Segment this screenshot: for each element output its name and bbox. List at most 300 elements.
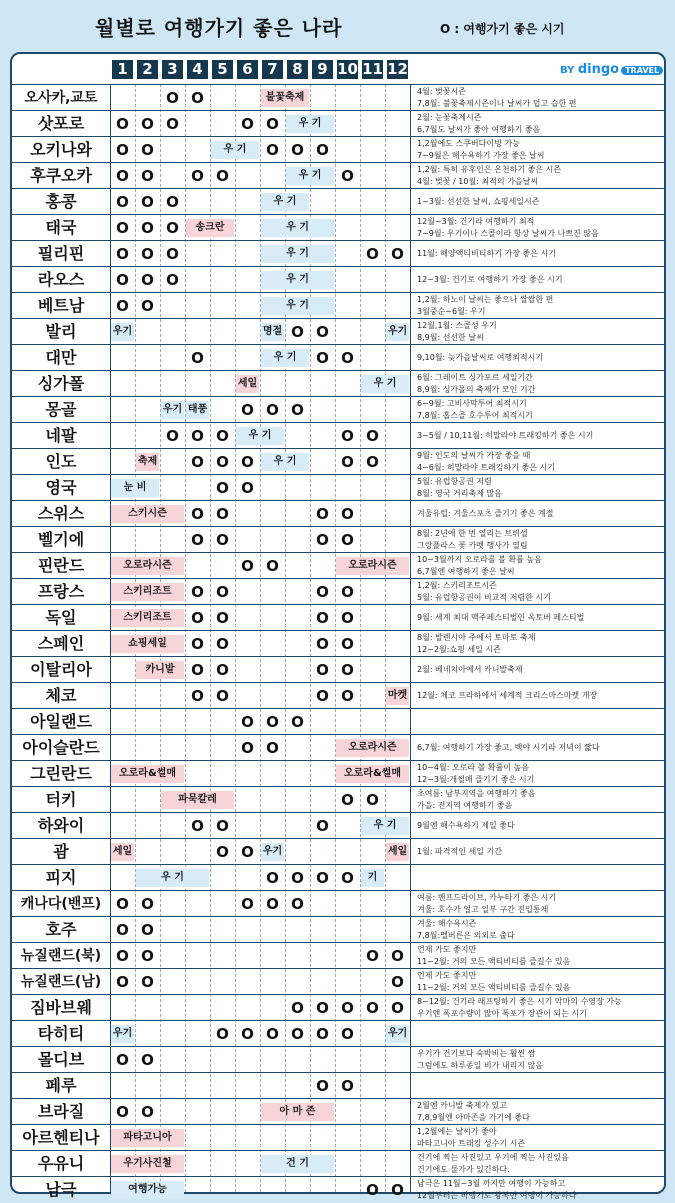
travel-note bbox=[417, 944, 662, 968]
good-time-mark: O bbox=[241, 1025, 254, 1043]
good-time-mark: O bbox=[366, 453, 379, 471]
table-row bbox=[12, 708, 664, 735]
season-label: 오로라&썰매 bbox=[111, 765, 184, 783]
table-row bbox=[12, 396, 664, 423]
good-time-mark: O bbox=[116, 297, 129, 315]
travel-note-line: 1,2월: 하노이 날씨는 좋으나 쌀쌀한 편 bbox=[417, 295, 554, 304]
good-time-mark: O bbox=[316, 531, 329, 549]
season-label: 아 마 존 bbox=[261, 1103, 334, 1121]
travel-note-line: 7,8,9월엔 아마존을 가기에 좋다 bbox=[417, 1113, 530, 1122]
good-time-mark: O bbox=[316, 687, 329, 705]
travel-note bbox=[417, 1074, 662, 1098]
travel-note-line: 6,7월엔 여행하기 좋은 날씨 bbox=[417, 567, 515, 576]
travel-note bbox=[417, 294, 662, 318]
country-name: 영국 bbox=[45, 478, 77, 497]
good-time-mark: O bbox=[316, 869, 329, 887]
travel-note-line: 3월중순~6월: 우기 bbox=[417, 307, 486, 316]
travel-note bbox=[417, 1126, 662, 1150]
good-time-mark: O bbox=[216, 1025, 229, 1043]
travel-note-line: 9월: 세계 최대 맥주페스티벌인 옥토버 페스티벌 bbox=[417, 613, 585, 622]
good-time-mark: O bbox=[116, 947, 129, 965]
good-time-mark: O bbox=[166, 193, 179, 211]
good-time-mark: O bbox=[166, 245, 179, 263]
travel-note bbox=[417, 970, 662, 994]
season-label: 쇼핑세일 bbox=[111, 635, 184, 653]
travel-note-line: 3~5월 / 10,11월: 히말라야 트래킹하기 좋은 시기 bbox=[417, 431, 594, 440]
good-time-mark: O bbox=[116, 1103, 129, 1121]
country-name: 뉴질랜드(북) bbox=[20, 948, 102, 964]
good-time-mark: O bbox=[216, 687, 229, 705]
travel-note-line: 2월: 베네치아에서 카니발축제 bbox=[417, 665, 523, 674]
country-name: 스페인 bbox=[37, 634, 85, 653]
season-label: 세일 bbox=[386, 843, 409, 861]
travel-note bbox=[417, 528, 662, 552]
travel-note-line: 8,9월: 싱가폴의 축제가 모인 기간 bbox=[417, 385, 536, 394]
season-label: 우기 bbox=[261, 843, 284, 861]
good-time-mark: O bbox=[316, 609, 329, 627]
good-time-mark: O bbox=[141, 115, 154, 133]
season-label: 우 기 bbox=[261, 271, 334, 289]
good-time-mark: O bbox=[191, 609, 204, 627]
good-time-mark: O bbox=[316, 661, 329, 679]
good-time-mark: O bbox=[316, 323, 329, 341]
travel-note bbox=[417, 112, 662, 136]
good-time-mark: O bbox=[341, 999, 354, 1017]
good-time-mark: O bbox=[216, 427, 229, 445]
season-label: 우기 bbox=[386, 323, 409, 341]
season-label: 우 기 bbox=[236, 427, 284, 445]
travel-note bbox=[417, 190, 662, 214]
country-name: 싱가폴 bbox=[37, 374, 85, 393]
table-row bbox=[12, 760, 664, 787]
country-name: 타히티 bbox=[37, 1024, 85, 1043]
travel-note bbox=[417, 216, 662, 240]
good-time-mark: O bbox=[166, 271, 179, 289]
good-time-mark: O bbox=[266, 869, 279, 887]
season-label: 건 기 bbox=[261, 1155, 334, 1173]
table-row bbox=[12, 578, 664, 605]
country-name: 오키나와 bbox=[30, 140, 92, 159]
good-time-mark: O bbox=[241, 115, 254, 133]
travel-note bbox=[417, 164, 662, 188]
travel-note-line: 11~2월: 거의 모든 액티비티를 즐길수 있음 bbox=[417, 957, 571, 966]
travel-note bbox=[417, 658, 662, 682]
travel-note-line: 건기에도 물가가 있긴하다. bbox=[417, 1165, 510, 1174]
good-time-mark: O bbox=[216, 167, 229, 185]
season-label: 우 기 bbox=[361, 375, 409, 393]
travel-note bbox=[417, 1178, 662, 1202]
good-time-mark: O bbox=[191, 453, 204, 471]
good-time-mark: O bbox=[191, 531, 204, 549]
table-row bbox=[12, 942, 664, 969]
good-time-mark: O bbox=[366, 947, 379, 965]
good-time-mark: O bbox=[391, 947, 404, 965]
good-time-mark: O bbox=[241, 401, 254, 419]
month-11: 11 bbox=[362, 60, 383, 78]
good-time-mark: O bbox=[341, 609, 354, 627]
travel-note bbox=[417, 502, 662, 526]
month-header bbox=[12, 54, 664, 84]
good-time-mark: O bbox=[241, 895, 254, 913]
month-9: 9 bbox=[312, 60, 333, 79]
page-title: 월별로 여행가기 좋은 나라 bbox=[95, 16, 343, 40]
travel-note bbox=[417, 762, 662, 786]
travel-note-line: 1,2월: 스키리조트시즌 bbox=[417, 581, 497, 590]
country-name: 브라질 bbox=[37, 1102, 85, 1121]
country-name: 후쿠오카 bbox=[30, 166, 92, 185]
travel-note bbox=[417, 892, 662, 916]
good-time-mark: O bbox=[116, 895, 129, 913]
travel-note bbox=[417, 138, 662, 162]
logo-name: dingo bbox=[577, 62, 620, 77]
logo-badge: TRAVEL bbox=[621, 66, 663, 75]
good-time-mark: O bbox=[366, 427, 379, 445]
country-name: 체코 bbox=[45, 686, 77, 705]
travel-note bbox=[417, 710, 662, 734]
good-time-mark: O bbox=[216, 817, 229, 835]
season-label: 태풍 bbox=[186, 401, 209, 419]
good-time-mark: O bbox=[316, 349, 329, 367]
season-label: 스키시즌 bbox=[111, 505, 184, 523]
good-time-mark: O bbox=[141, 245, 154, 263]
country-name: 벨기에 bbox=[37, 530, 85, 549]
good-time-mark: O bbox=[316, 999, 329, 1017]
season-label: 명절 bbox=[261, 323, 284, 341]
country-name: 발리 bbox=[45, 322, 77, 341]
travel-table bbox=[10, 52, 666, 1200]
travel-note-line: 6월: 그레이트 싱가포르 세일기간 bbox=[417, 373, 533, 382]
travel-note bbox=[417, 450, 662, 474]
legend: O : 여행가기 좋은 시기 bbox=[440, 22, 565, 36]
good-time-mark: O bbox=[191, 817, 204, 835]
country-name: 몰디브 bbox=[37, 1050, 85, 1069]
good-time-mark: O bbox=[366, 791, 379, 809]
season-label: 우기 bbox=[111, 1025, 134, 1043]
good-time-mark: O bbox=[316, 817, 329, 835]
country-name: 오사카,교토 bbox=[24, 90, 98, 106]
travel-note-line: 2월: 눈꽃축제시즌 bbox=[417, 113, 482, 122]
good-time-mark: O bbox=[191, 661, 204, 679]
table-row bbox=[12, 864, 664, 891]
good-time-mark: O bbox=[266, 713, 279, 731]
travel-note bbox=[417, 1022, 662, 1046]
table-row bbox=[12, 838, 664, 865]
good-time-mark: O bbox=[141, 1051, 154, 1069]
travel-note-line: 6~9월: 고비사막투어 최적시기 bbox=[417, 399, 527, 408]
travel-note-line: 여름: 밴프드라이브, 카누타기 좋은 시기 bbox=[417, 893, 557, 902]
country-name: 필리핀 bbox=[37, 244, 85, 263]
travel-note-line: 10~3월까지 오로라를 볼 확률 높음 bbox=[417, 555, 542, 564]
travel-note-line: 12~2월:쇼핑 세일 시즌 bbox=[417, 645, 501, 654]
travel-note-line: 초여름: 남부지역을 여행하기 좋음 bbox=[417, 789, 536, 798]
travel-note-line: 11월: 해양액티비티하기 가장 좋은 시기 bbox=[417, 249, 556, 258]
travel-note-line: 12월,1월: 스콜성 우기 bbox=[417, 321, 497, 330]
good-time-mark: O bbox=[316, 505, 329, 523]
good-time-mark: O bbox=[116, 973, 129, 991]
travel-note bbox=[417, 866, 662, 890]
season-label: 눈 비 bbox=[111, 479, 159, 497]
table-row bbox=[12, 370, 664, 397]
table-row bbox=[12, 552, 664, 579]
travel-note-line: 우기가 건기보다 숙박비는 훨씬 쌈 bbox=[417, 1049, 536, 1058]
travel-note-line: 9월엔 해수욕하기 제일 좋다 bbox=[417, 821, 515, 830]
country-name: 네팔 bbox=[45, 426, 77, 445]
good-time-mark: O bbox=[216, 609, 229, 627]
good-time-mark: O bbox=[166, 115, 179, 133]
table-row bbox=[12, 240, 664, 267]
month-6: 6 bbox=[237, 60, 258, 79]
travel-note-line: 파타고니아 트래킹 성수기 시즌 bbox=[417, 1139, 526, 1148]
travel-note-line: 2월엔 카니발 축제가 있고 bbox=[417, 1101, 507, 1110]
season-label: 우 기 bbox=[261, 349, 309, 367]
good-time-mark: O bbox=[341, 869, 354, 887]
season-label: 우 기 bbox=[261, 453, 309, 471]
travel-note bbox=[417, 918, 662, 942]
good-time-mark: O bbox=[341, 791, 354, 809]
good-time-mark: O bbox=[216, 479, 229, 497]
travel-note-line: 가을: 전지역 여행하기 좋음 bbox=[417, 801, 513, 810]
country-name: 프랑스 bbox=[37, 582, 85, 601]
month-2: 2 bbox=[137, 60, 158, 79]
travel-note-line: 그럼에도 하루종일 비가 내리지 않음 bbox=[417, 1061, 544, 1070]
country-name: 대만 bbox=[45, 348, 77, 367]
table-row bbox=[12, 1176, 664, 1203]
travel-note bbox=[417, 1048, 662, 1072]
good-time-mark: O bbox=[291, 895, 304, 913]
country-name: 이탈리아 bbox=[30, 660, 92, 679]
travel-note-line: 9,10월: 늦가을날씨로 여행최적시기 bbox=[417, 353, 544, 362]
good-time-mark: O bbox=[316, 635, 329, 653]
season-label: 오로라시즌 bbox=[111, 557, 184, 575]
season-label: 우기 bbox=[386, 1025, 409, 1043]
season-label: 우 기 bbox=[286, 167, 334, 185]
good-time-mark: O bbox=[166, 427, 179, 445]
good-time-mark: O bbox=[216, 661, 229, 679]
good-time-mark: O bbox=[241, 557, 254, 575]
good-time-mark: O bbox=[141, 973, 154, 991]
country-name: 남극 bbox=[45, 1180, 77, 1199]
season-label: 카니발 bbox=[136, 661, 184, 679]
good-time-mark: O bbox=[141, 297, 154, 315]
good-time-mark: O bbox=[341, 349, 354, 367]
table-row bbox=[12, 994, 664, 1021]
table-row bbox=[12, 916, 664, 943]
table-row bbox=[12, 656, 664, 683]
table-row bbox=[12, 266, 664, 293]
season-label: 불꽃축제 bbox=[261, 89, 309, 107]
good-time-mark: O bbox=[216, 635, 229, 653]
travel-note bbox=[417, 268, 662, 292]
good-time-mark: O bbox=[191, 687, 204, 705]
good-time-mark: O bbox=[141, 1103, 154, 1121]
travel-note-line: 4월: 벚꽃 / 10월: 최적의 가을날씨 bbox=[417, 177, 539, 186]
season-label: 스키리조트 bbox=[111, 609, 184, 627]
good-time-mark: O bbox=[191, 635, 204, 653]
country-name: 스위스 bbox=[37, 504, 85, 523]
season-label: 축제 bbox=[136, 453, 159, 471]
travel-note bbox=[417, 1100, 662, 1124]
good-time-mark: O bbox=[241, 479, 254, 497]
travel-note-line: 12~3월: 건기로 여행하기 가장 좋은 시기 bbox=[417, 275, 563, 284]
country-name: 하와이 bbox=[37, 816, 85, 835]
good-time-mark: O bbox=[391, 245, 404, 263]
season-label: 우 기 bbox=[286, 115, 334, 133]
travel-note-line: 4월: 벚꽃시즌 bbox=[417, 87, 466, 96]
table-row bbox=[12, 292, 664, 319]
travel-note-line: 12월부터는 비행기로 왕복만 여행이 가능하다 bbox=[417, 1191, 577, 1200]
good-time-mark: O bbox=[266, 739, 279, 757]
month-3: 3 bbox=[162, 60, 183, 79]
season-label: 우 기 bbox=[261, 219, 334, 237]
country-name: 우유니 bbox=[37, 1154, 85, 1173]
good-time-mark: O bbox=[116, 921, 129, 939]
good-time-mark: O bbox=[216, 843, 229, 861]
month-4: 4 bbox=[187, 60, 208, 79]
travel-note bbox=[417, 372, 662, 396]
travel-note-line: 7,8월: 불꽃축제시즌이나 날씨가 덥고 습한 편 bbox=[417, 99, 577, 108]
season-label: 우기 bbox=[111, 323, 134, 341]
good-time-mark: O bbox=[341, 1025, 354, 1043]
good-time-mark: O bbox=[116, 141, 129, 159]
country-name: 페루 bbox=[45, 1076, 77, 1095]
good-time-mark: O bbox=[191, 167, 204, 185]
travel-note-line: 8,9월: 선선한 날씨 bbox=[417, 333, 484, 342]
table-row bbox=[12, 1150, 664, 1177]
travel-note-line: 7,8월: 홉스골 호수투어 최적시기 bbox=[417, 411, 533, 420]
travel-note-line: 8월: 영국 거리축제 많음 bbox=[417, 489, 502, 498]
good-time-mark: O bbox=[141, 921, 154, 939]
country-name: 베트남 bbox=[37, 296, 85, 315]
good-time-mark: O bbox=[291, 323, 304, 341]
travel-note-line: 1~3월: 선선한 날씨, 쇼핑세일시즌 bbox=[417, 197, 540, 206]
table-row bbox=[12, 1098, 664, 1125]
country-name: 아일랜드 bbox=[30, 712, 92, 731]
good-time-mark: O bbox=[141, 141, 154, 159]
table-row bbox=[12, 786, 664, 813]
good-time-mark: O bbox=[141, 193, 154, 211]
travel-note-line: 7~9월: 우기이나 스콜이라 항상 날씨가 나쁘진 않음 bbox=[417, 229, 599, 238]
month-1: 1 bbox=[112, 60, 133, 79]
season-label: 우 기 bbox=[361, 817, 409, 835]
good-time-mark: O bbox=[366, 999, 379, 1017]
table-row bbox=[12, 344, 664, 371]
travel-note bbox=[417, 346, 662, 370]
travel-note-line: 9월: 인도의 날씨가 가장 좋을 때 bbox=[417, 451, 531, 460]
season-label: 우 기 bbox=[211, 141, 259, 159]
travel-note-line: 12월~3월: 건기라 여행하기 최적 bbox=[417, 217, 535, 226]
table-row bbox=[12, 214, 664, 241]
season-label: 오로라시즌 bbox=[336, 557, 409, 575]
good-time-mark: O bbox=[116, 219, 129, 237]
travel-note bbox=[417, 554, 662, 578]
travel-note-line: 남극은 11월~3월 까지만 여행이 가능하고 bbox=[417, 1179, 566, 1188]
good-time-mark: O bbox=[116, 115, 129, 133]
travel-note-line: 8~12월: 건기라 래프팅하기 좋은 시기 악마의 수영장 가능 bbox=[417, 997, 622, 1006]
good-time-mark: O bbox=[266, 401, 279, 419]
travel-note-line: 11~2월: 거의 모든 액티비티를 즐길수 있음 bbox=[417, 983, 571, 992]
good-time-mark: O bbox=[316, 1077, 329, 1095]
good-time-mark: O bbox=[141, 947, 154, 965]
season-label: 우기사진철 bbox=[111, 1155, 184, 1173]
travel-note bbox=[417, 242, 662, 266]
good-time-mark: O bbox=[341, 635, 354, 653]
season-label: 세일 bbox=[236, 375, 259, 393]
good-time-mark: O bbox=[166, 89, 179, 107]
season-label: 파타고니아 bbox=[111, 1129, 184, 1147]
good-time-mark: O bbox=[116, 271, 129, 289]
travel-note-line: 5월: 유럽항공권 저렴 bbox=[417, 477, 492, 486]
travel-note-line: 1,2월에는 날씨가 좋아 bbox=[417, 1127, 497, 1136]
travel-note-line: 겨울: 호수가 얼고 일부 구간 진입통제 bbox=[417, 905, 549, 914]
good-time-mark: O bbox=[291, 1025, 304, 1043]
travel-note bbox=[417, 424, 662, 448]
good-time-mark: O bbox=[291, 141, 304, 159]
season-label: 송크란 bbox=[186, 219, 234, 237]
good-time-mark: O bbox=[266, 115, 279, 133]
table-row bbox=[12, 1072, 664, 1099]
season-label: 파묵칼레 bbox=[161, 791, 234, 809]
country-name: 괌 bbox=[53, 842, 69, 861]
season-label: 마켓 bbox=[386, 687, 409, 705]
travel-note-line: 1,2월: 특히 유후인은 온천하기 좋은 시즌 bbox=[417, 165, 562, 174]
travel-note-line: 겨울유럽: 겨울스포츠 즐기기 좋은 계절 bbox=[417, 509, 554, 518]
season-label: 우기 bbox=[161, 401, 184, 419]
good-time-mark: O bbox=[291, 869, 304, 887]
good-time-mark: O bbox=[166, 219, 179, 237]
season-label: 스키리조트 bbox=[111, 583, 184, 601]
travel-note-line: 6,7월: 여행하기 가장 좋고, 백야 시기라 저녁이 짧다 bbox=[417, 743, 600, 752]
good-time-mark: O bbox=[216, 583, 229, 601]
good-time-mark: O bbox=[391, 999, 404, 1017]
table-row bbox=[12, 474, 664, 501]
travel-note bbox=[417, 996, 662, 1020]
table-row bbox=[12, 630, 664, 657]
good-time-mark: O bbox=[391, 1181, 404, 1199]
good-time-mark: O bbox=[191, 349, 204, 367]
good-time-mark: O bbox=[341, 687, 354, 705]
travel-note-line: 12월: 체코 프라하에서 세계적 크리스마스마켓 개장 bbox=[417, 691, 598, 700]
good-time-mark: O bbox=[116, 167, 129, 185]
country-name: 짐바브웨 bbox=[30, 998, 92, 1017]
travel-note bbox=[417, 86, 662, 110]
good-time-mark: O bbox=[116, 193, 129, 211]
table-row bbox=[12, 1124, 664, 1151]
table-row bbox=[12, 812, 664, 839]
good-time-mark: O bbox=[266, 895, 279, 913]
travel-note bbox=[417, 788, 662, 812]
season-label: 오로라&썰매 bbox=[336, 765, 409, 783]
good-time-mark: O bbox=[141, 271, 154, 289]
month-5: 5 bbox=[212, 60, 233, 79]
travel-note-line: 우기엔 폭포수량이 많아 폭포가 장관이 되는 시기 bbox=[417, 1009, 587, 1018]
good-time-mark: O bbox=[141, 219, 154, 237]
good-time-mark: O bbox=[391, 973, 404, 991]
season-label: 기 bbox=[361, 869, 384, 887]
country-name: 터키 bbox=[45, 790, 77, 809]
country-name: 삿포로 bbox=[37, 114, 85, 133]
travel-note-line: 7,8월:멜버른은 의외로 춥다 bbox=[417, 931, 515, 940]
good-time-mark: O bbox=[241, 739, 254, 757]
travel-note-line: 그랑플라스 꽃 카펫 행사가 열림 bbox=[417, 541, 528, 550]
country-name: 독일 bbox=[45, 608, 77, 627]
country-name: 뉴질랜드(남) bbox=[20, 974, 102, 990]
good-time-mark: O bbox=[216, 505, 229, 523]
table-row bbox=[12, 526, 664, 553]
country-name: 아르헨티나 bbox=[22, 1128, 100, 1147]
country-name: 피지 bbox=[45, 868, 77, 887]
good-time-mark: O bbox=[341, 1077, 354, 1095]
season-label: 세일 bbox=[111, 843, 134, 861]
